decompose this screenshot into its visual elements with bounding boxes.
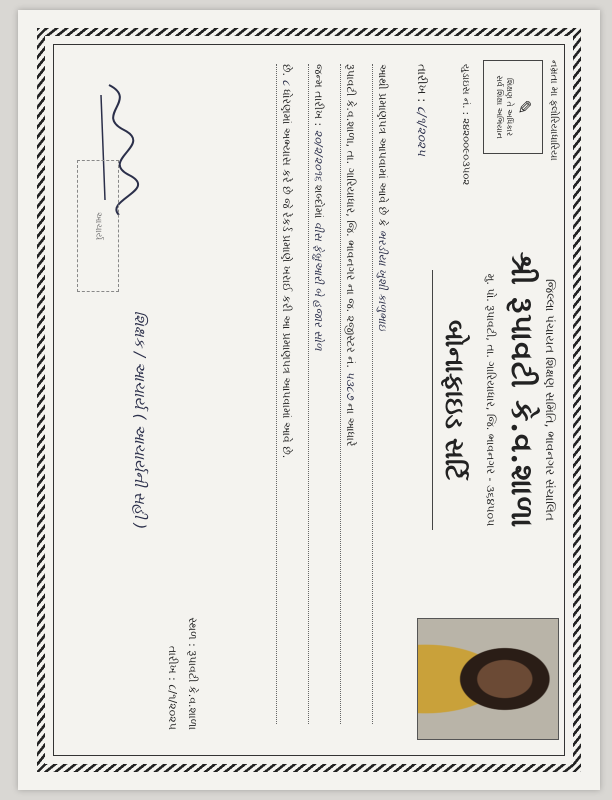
logo-line-1: શિક્ષણ તે અધિકાર (505, 78, 515, 136)
line1-prefix: આથી પ્રમાણપત્ર આપવામાં આવે છે કે (376, 64, 389, 227)
student-photo (417, 618, 559, 740)
line4-prefix: છે. (280, 64, 293, 76)
paper-sheet (18, 10, 600, 790)
certificate-title: બોનાફાઇડ સર્ટિ (439, 319, 469, 481)
date-of-birth: ૨૦/૨/૨૦૧૬ (312, 129, 325, 182)
register-number: ૫૩૮૭ (344, 371, 357, 400)
issue-date (414, 64, 429, 156)
udise-number: યુડાઇસ નં. : ૨૪૨૦૦૯૦૩૫૦૨ (460, 64, 471, 186)
standard: ૮ (280, 79, 293, 86)
title-underline (432, 270, 433, 530)
student-name: ભરડીયા ખુશી કાળુભાઇ (376, 229, 389, 331)
education-logo (483, 60, 543, 154)
signatory-text: શિક્ષક / આચાર્ય ( આચાર્યની સહી ) (131, 310, 149, 530)
line4-suffix: ધોરણમાં અભ્યાસ કરે છે જે રેકર્ડ પ્રમાણે ખરાઈ કરી આ પ્રમાણપત્ર આપવામાં આવે છે. (280, 89, 293, 459)
school-address: મુ. પો. રૂપાવટી, તા. ગારિયાધાર, જિ. ભાવનગર - ૩૬૪૫૦૫ (484, 273, 497, 527)
bonafide-certificate (29, 20, 589, 780)
body-line-register (340, 64, 357, 724)
bottom-date: તારીખ : ૮/૧/૨૦૨૫ (166, 645, 179, 730)
body-line-student (372, 64, 389, 724)
body-line-dob (308, 64, 325, 724)
place: સ્થળ : રૂપાવટી કે.વ.શાળા (186, 617, 199, 730)
top-left-text: નમ્રતા મા ફ્લોરિયાધારિયા (548, 60, 559, 161)
line2-prefix: રૂપાવટી કે.વ.શાળા, તા. ગારિયાધાર, જિ. ભાવનગર ના જ. ૨જીસ્ટર નં. (344, 64, 357, 368)
school-name: શ્રી રૂપાવટી કે.વ.શાળા (504, 251, 539, 529)
book-icon: ✎ (513, 99, 535, 115)
line3-prefix: જન્મ તારીખ : (312, 64, 325, 127)
issue-date-value: ૮/૧/૨૦૨૫ (415, 106, 429, 156)
body-line-standard (276, 64, 293, 724)
line2-suffix: ના આધારે (344, 403, 357, 447)
header-line: જિલ્લા પંચાયત શિક્ષણ સમિતિ, ભાવનગર સંચાલિત (543, 279, 557, 521)
issue-date-label: તારીખ : (415, 64, 429, 103)
school-stamp: આચાર્ય (77, 160, 119, 292)
line3-words-label: શબ્દોમાં (312, 184, 325, 219)
dob-in-words: વીસ ફેબ્રુઆરી બે હજાર સોળ (312, 221, 325, 351)
logo-line-2: સર્વ શિક્ષા અભિયાન (495, 75, 504, 139)
